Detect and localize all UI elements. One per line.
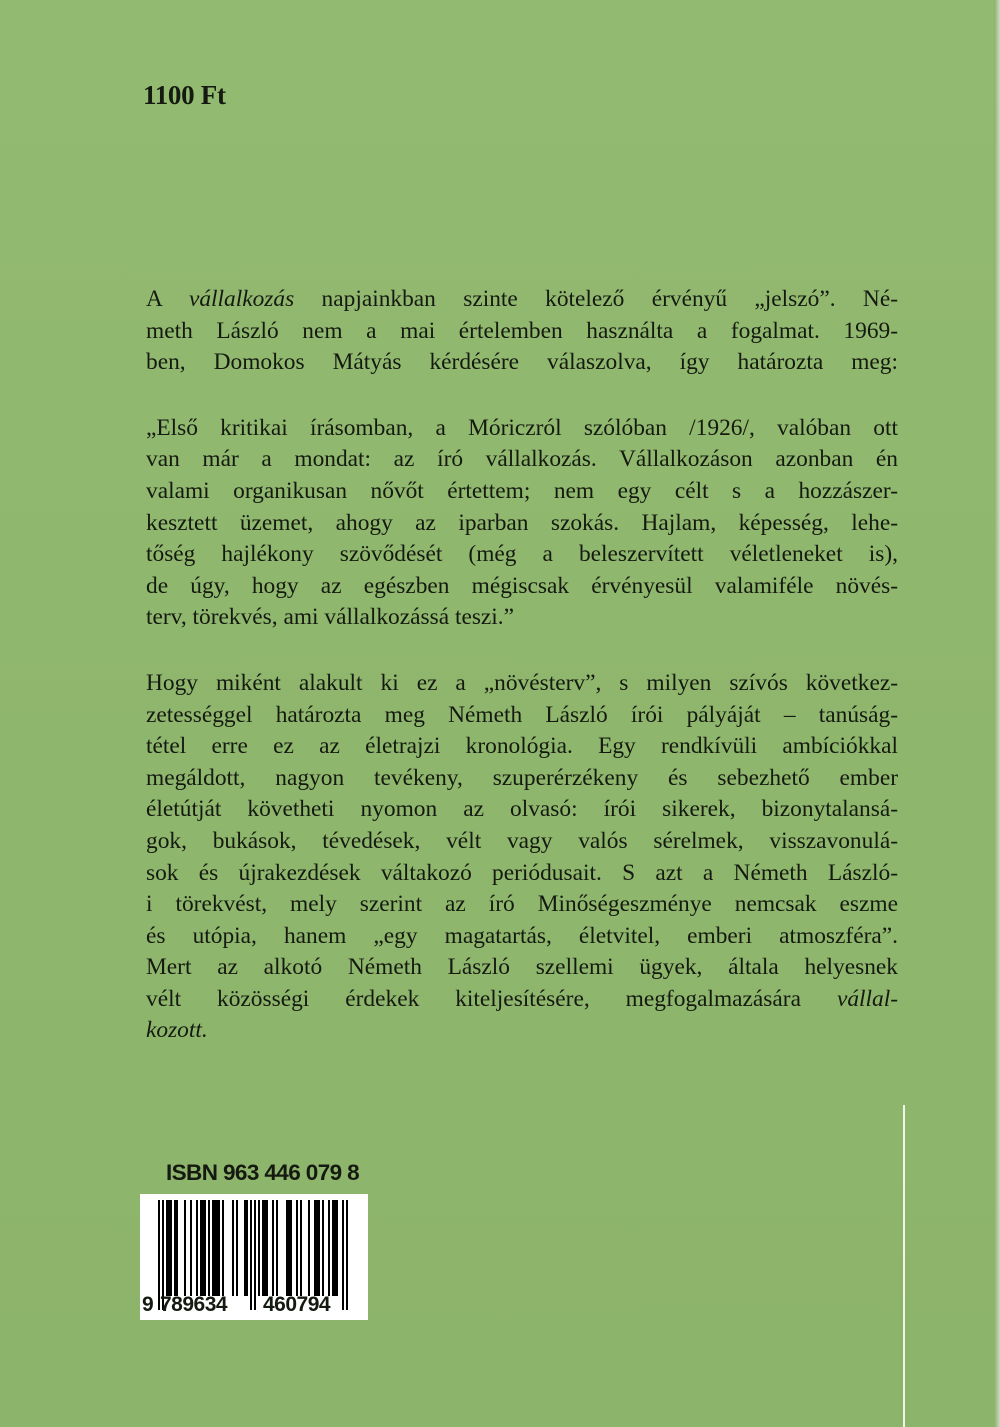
text-line: sok és újrakezdések váltakozó periódusait. S azt a Németh László- [146,859,898,886]
barcode-bar [208,1200,210,1296]
text-line: „Első kritikai írásomban, a Móriczról szólóban /1926/, valóban ott [146,414,898,441]
text-line: tőség hajlékony szövődését (még a beleszervített véletleneket is), [146,541,898,568]
blurb-text [146,284,898,1081]
barcode-bar [246,1200,248,1296]
barcode-bar [336,1200,338,1296]
text-line: gok, bukások, tévedések, vélt vagy valós sérelmek, visszavonulá- [146,827,898,854]
text-line: i törekvést, mely szerint az író Minőségeszménye nemcsak eszme [146,891,898,918]
barcode-bar [204,1200,206,1296]
barcode [140,1194,368,1320]
blurb-paragraph-intro [146,284,898,379]
barcode-bar [308,1200,310,1296]
barcode-bar [244,1200,246,1296]
barcode-bar [218,1200,220,1296]
barcode-bar [276,1200,278,1296]
text-line: Mert az alkotó Németh László szellemi ügyek, általa helyesnek [146,954,898,981]
blurb-paragraph-quote [146,413,898,634]
text-line: életútját követheti nyomon az olvasó: írói sikerek, bizonytalansá- [146,796,898,823]
barcode-bar [166,1200,168,1296]
barcode-bar [212,1200,214,1296]
text-line: tétel erre ez az életrajzi kronológia. Egy rendkívüli ambíciókkal [146,733,898,760]
barcode-bar [202,1200,204,1296]
barcode-bar [296,1200,298,1296]
barcode-bar [264,1200,266,1296]
isbn-block [140,1160,372,1320]
text-line: kesztett üzemet, ahogy az iparban szokás. Hajlam, képesség, lehe- [146,509,898,536]
barcode-bar [174,1200,176,1296]
barcode-bar [314,1200,316,1296]
text-line: terv, törekvés, ami vállalkozássá teszi.” [146,604,515,631]
barcode-bar [266,1200,268,1296]
barcode-bar [184,1200,186,1296]
barcode-bar [214,1200,216,1296]
text-line: zetességgel határozta meg Németh László írói pályáját – tanúság- [146,701,898,728]
barcode-bar [322,1200,324,1296]
barcode-bar [232,1200,234,1296]
barcode-bar [200,1200,202,1296]
barcode-bar [334,1200,336,1296]
barcode-bar [300,1200,302,1296]
barcode-bar [290,1200,292,1296]
barcode-bar [286,1200,288,1296]
text-line: de úgy, hogy az egészben mégiscsak érvényesül valamiféle növés- [146,572,898,599]
text-line: vélt közösségi érdekek kiteljesítésére, megfogalmazására vállal- [146,985,898,1012]
text-line: Hogy miként alakult ki ez a „növésterv”, s milyen szívós következ- [146,669,898,696]
barcode-bar [216,1200,218,1296]
price-label: 1100 Ft [143,80,226,110]
barcode-bar [332,1200,334,1296]
barcode-bar [316,1200,318,1296]
barcode-bar [190,1200,192,1296]
text-line: ben, Domokos Mátyás kérdésére válaszolva, így határozta meg: [146,349,898,376]
spine-divider-line [903,1105,905,1427]
barcode-bar [272,1200,274,1296]
barcode-bar [176,1200,178,1296]
barcode-bar [258,1200,260,1296]
barcode-digits-right: 460794 [263,1293,331,1316]
barcode-digit-first: 9 [142,1293,154,1316]
barcode-bar [318,1200,320,1296]
text-line: megáldott, nagyon tevékeny, szuperérzékeny és sebezhető ember [146,764,898,791]
barcode-bar [168,1200,170,1296]
text-line: A vállalkozás napjainkban szinte kötelező érvényű „jelszó”. Né- [146,286,898,312]
text-line: van már a mondat: az író vállalkozás. Vállalkozáson azonban én [146,446,898,473]
barcode-bar [170,1200,172,1296]
barcode-bar [222,1200,224,1296]
barcode-bar [262,1200,264,1296]
barcode-digits [140,1294,368,1320]
blurb-paragraph-summary [146,668,898,1047]
barcode-bar [288,1200,290,1296]
text-line: meth László nem a mai értelemben használta a fogalmat. 1969- [146,317,898,344]
text-line: valami organikusan nővőt értettem; nem egy célt s a hozzászer- [146,477,898,504]
barcode-bar [236,1200,238,1296]
barcode-bar [196,1200,198,1296]
cover-edge [994,0,1000,1427]
barcode-bar [328,1200,330,1296]
isbn-label: ISBN 963 446 079 8 [166,1160,360,1185]
barcode-digits-left: 789634 [160,1293,228,1316]
text-line: és utópia, hanem „egy magatartás, életvitel, emberi atmoszféra”. [146,922,898,949]
text-line: kozott. [146,1017,208,1044]
